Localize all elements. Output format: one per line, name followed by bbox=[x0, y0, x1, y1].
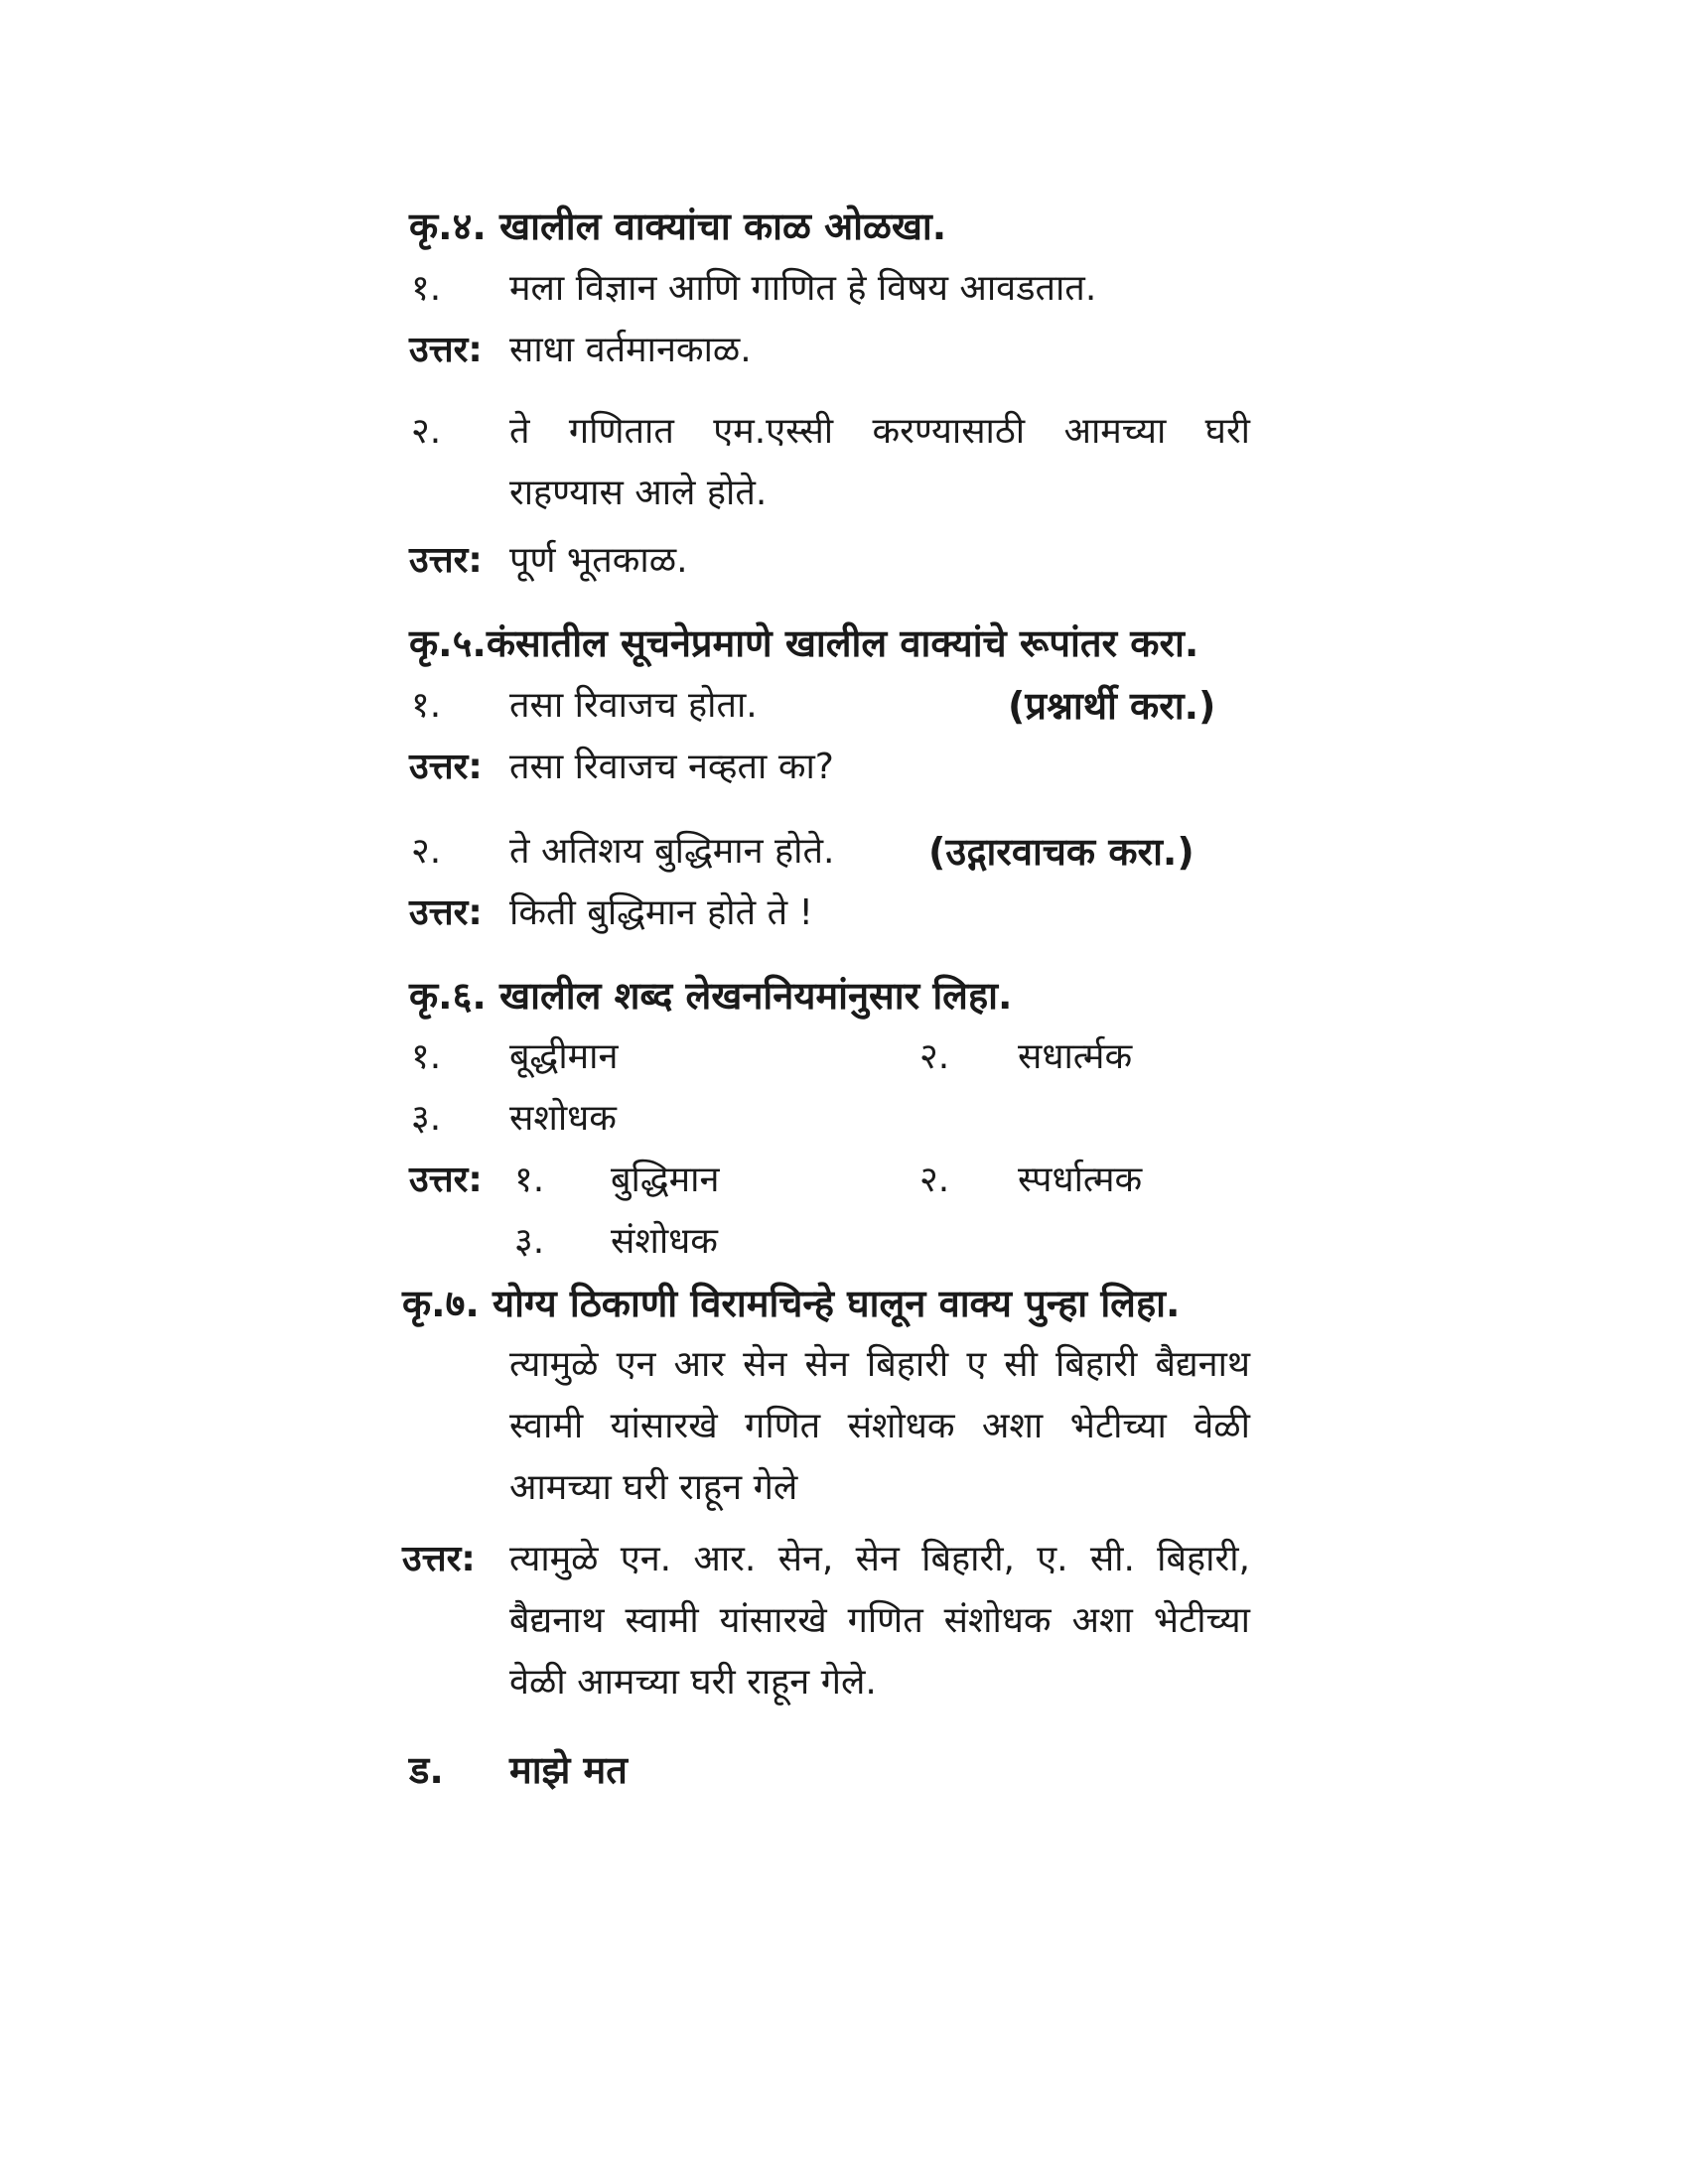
q7-answer-line3: वेळी आमच्या घरी राहून गेले. bbox=[509, 1662, 877, 1703]
q4-item2-text-line1: ते गणितात एम.एस्सी करण्यासाठी आमच्या घरी bbox=[509, 411, 1250, 452]
q5-item2-answer: किती बुद्धिमान होते ते ! bbox=[509, 892, 813, 933]
q5-item2-answer-label: उत्तर: bbox=[409, 892, 483, 933]
q7-answer-line2: बैद्यनाथ स्वामी यांसारखे गणित संशोधक अशा भेटीच्या bbox=[509, 1600, 1250, 1641]
q4-item1-number: १. bbox=[411, 268, 442, 309]
q7-sentence-line2: स्वामी यांसारखे गणित संशोधक अशा भेटीच्या वेळी bbox=[509, 1406, 1250, 1446]
q4-item2-answer-label: उत्तर: bbox=[409, 540, 483, 581]
q6-answer2-number: २. bbox=[919, 1160, 950, 1200]
q4-item1-text: मला विज्ञान आणि गाणित हे विषय आवडतात. bbox=[509, 268, 1097, 309]
q4-item1-answer: साधा वर्तमानकाळ. bbox=[509, 330, 752, 370]
q4-heading: कृ.४. खालील वाक्यांचा काळ ओळखा. bbox=[409, 205, 947, 248]
q5-item1-answer: तसा रिवाजच नव्हता का? bbox=[509, 747, 834, 787]
q6-word2-number: २. bbox=[919, 1036, 950, 1077]
q6-word1: बूद्धीमान bbox=[509, 1036, 619, 1077]
q7-heading: कृ.७. योग्य ठिकाणी विरामचिन्हे घालून वाक्य पुन्हा लिहा. bbox=[402, 1282, 1181, 1325]
q5-item2-instruction: (उद्गारवाचक करा.) bbox=[928, 830, 1195, 874]
section-d-label: ड. bbox=[409, 1748, 444, 1792]
q6-word1-number: १. bbox=[411, 1036, 442, 1077]
q7-sentence-line3: आमच्या घरी राहून गेले bbox=[509, 1467, 798, 1508]
q7-answer-line1: त्यामुळे एन. आर. सेन, सेन बिहारी, ए. सी. बिहारी, bbox=[509, 1539, 1250, 1579]
q5-item1-number: १. bbox=[411, 685, 442, 726]
q4-item2-text-line2: राहण्यास आले होते. bbox=[509, 473, 768, 513]
q7-answer-label: उत्तर: bbox=[402, 1539, 476, 1579]
q5-item1-instruction: (प्रश्नार्थी करा.) bbox=[1008, 684, 1216, 728]
q6-answer1-number: १. bbox=[514, 1160, 545, 1200]
q5-heading: कृ.५.कंसातील सूचनेप्रमाणे खालील वाक्यांचे रूपांतर करा. bbox=[409, 621, 1199, 665]
q7-sentence-line1: त्यामुळे एन आर सेन सेन बिहारी ए सी बिहारी बैद्यनाथ bbox=[509, 1344, 1250, 1385]
q5-item2-number: २. bbox=[411, 831, 442, 872]
q5-item2-text: ते अतिशय बुद्धिमान होते. bbox=[509, 831, 835, 872]
q6-word2: सधार्त्मक bbox=[1018, 1036, 1133, 1077]
q6-word3-number: ३. bbox=[411, 1098, 442, 1139]
q4-item2-answer: पूर्ण भूतकाळ. bbox=[509, 540, 688, 581]
q6-answer3-number: ३. bbox=[514, 1221, 545, 1262]
q6-answer1: बुद्धिमान bbox=[611, 1160, 720, 1200]
q4-item1-answer-label: उत्तर: bbox=[409, 330, 483, 370]
q5-item1-text: तसा रिवाजच होता. bbox=[509, 685, 758, 726]
section-d-title: माझे मत bbox=[509, 1748, 628, 1792]
q4-item2-number: २. bbox=[411, 411, 442, 452]
q6-answer3: संशोधक bbox=[611, 1221, 718, 1262]
q6-answer2: स्पर्धात्मक bbox=[1018, 1160, 1143, 1200]
q6-heading: कृ.६. खालील शब्द लेखननियमांनुसार लिहा. bbox=[409, 974, 1013, 1018]
q5-item1-answer-label: उत्तर: bbox=[409, 747, 483, 787]
q6-answer-label: उत्तर: bbox=[409, 1160, 483, 1200]
q6-word3: सशोधक bbox=[509, 1098, 617, 1139]
